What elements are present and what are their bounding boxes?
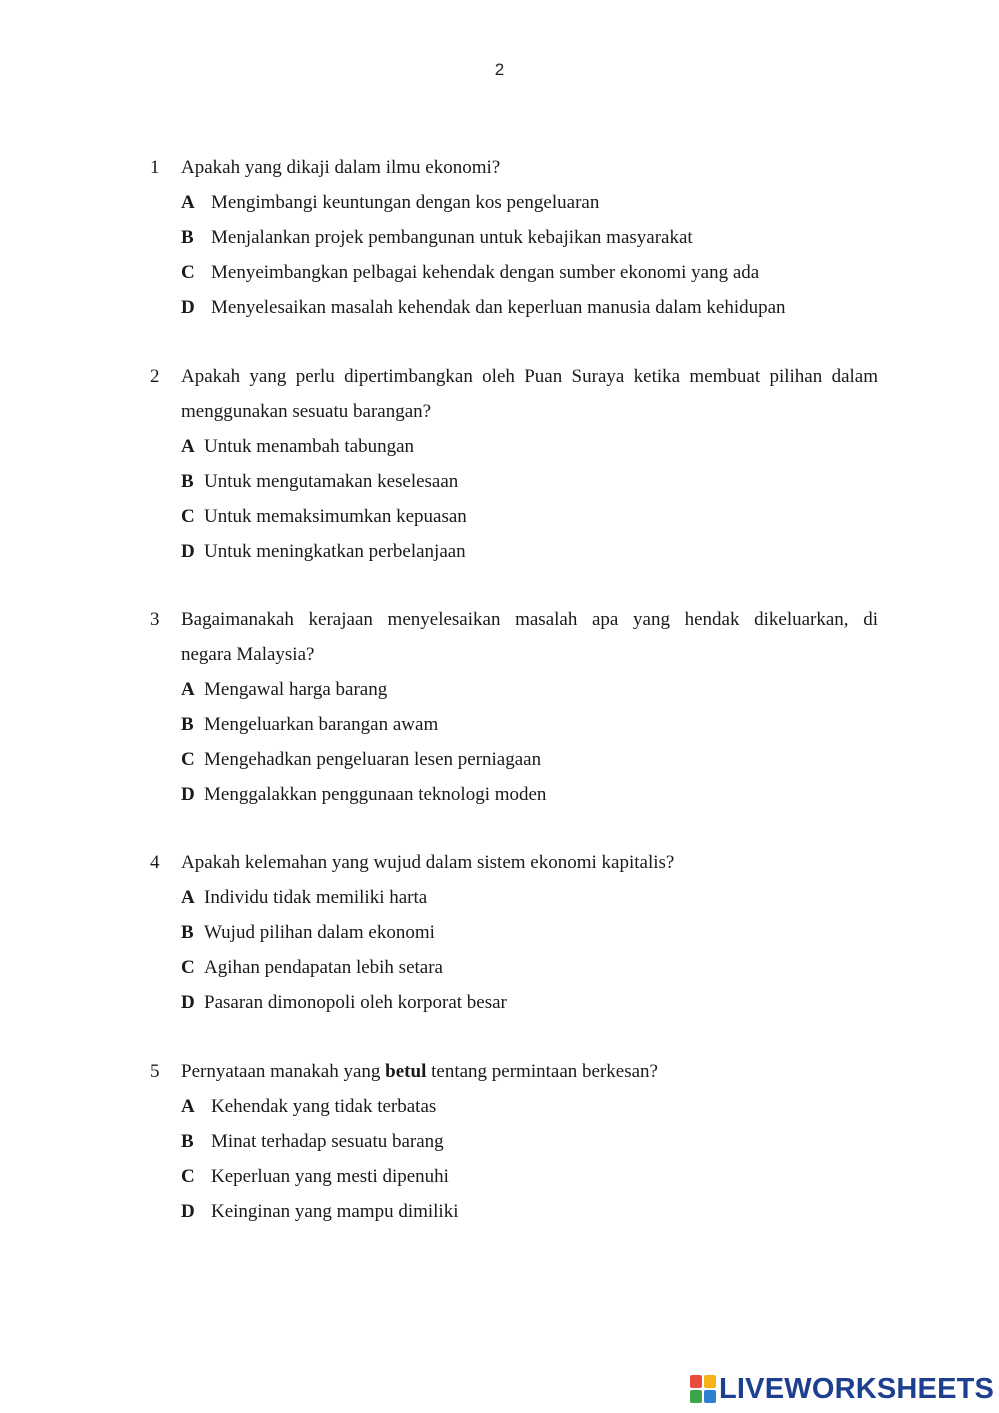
option-letter: A — [181, 436, 195, 457]
question-text: Apakah yang dikaji dalam ilmu ekonomi? — [181, 157, 501, 178]
question-number: 1 — [150, 157, 160, 178]
logo-square-green — [690, 1390, 702, 1403]
question-text — [181, 1062, 878, 1082]
option-letter: B — [181, 922, 194, 943]
question-text: Apakah yang perlu dipertimbangkan oleh Puan Suraya ketika membuat pilihan dalam — [181, 366, 878, 387]
option-letter: C — [181, 506, 195, 527]
logo-square-red — [690, 1375, 702, 1388]
question-number: 2 — [150, 366, 160, 387]
option-text: Mengehadkan pengeluaran lesen perniagaan — [204, 749, 542, 770]
option-letter: A — [181, 192, 195, 213]
question-3 — [150, 610, 880, 820]
option-c[interactable] — [150, 958, 880, 993]
option-text: Individu tidak memiliki harta — [204, 887, 428, 908]
liveworksheets-brand[interactable] — [690, 1373, 994, 1405]
option-d[interactable] — [150, 1202, 880, 1237]
option-text: Minat terhadap sesuatu barang — [211, 1131, 444, 1152]
question-text-continued: negara Malaysia? — [181, 644, 315, 665]
option-c[interactable] — [150, 1167, 880, 1202]
option-b[interactable] — [150, 472, 880, 507]
option-letter: D — [181, 784, 195, 805]
question-text-continued: menggunakan sesuatu barangan? — [181, 401, 432, 422]
option-text: Menggalakkan penggunaan teknologi moden — [204, 784, 547, 805]
option-text: Menyelesaikan masalah kehendak dan keperluan manusia dalam kehidupan — [211, 297, 786, 318]
option-letter: B — [181, 714, 194, 735]
logo-square-blue — [704, 1390, 716, 1403]
brand-name: LIVEWORKSHEETS — [719, 1372, 995, 1405]
option-a[interactable] — [150, 1097, 880, 1132]
question-text-after: tentang permintaan berkesan? — [426, 1061, 658, 1082]
option-letter: B — [181, 227, 194, 248]
option-text: Agihan pendapatan lebih setara — [204, 957, 443, 978]
option-letter: A — [181, 679, 195, 700]
option-letter: B — [181, 1131, 194, 1152]
option-c[interactable] — [150, 263, 880, 298]
option-letter: C — [181, 957, 195, 978]
question-text: Bagaimanakah kerajaan menyelesaikan masalah apa yang hendak dikeluarkan, di — [181, 609, 878, 630]
option-letter: D — [181, 992, 195, 1013]
option-text: Mengeluarkan barangan awam — [204, 714, 439, 735]
option-letter: A — [181, 1096, 195, 1117]
option-letter: C — [181, 262, 195, 283]
option-text: Menjalankan projek pembangunan untuk kebajikan masyarakat — [211, 227, 693, 248]
option-d[interactable] — [150, 993, 880, 1028]
question-stem — [150, 158, 880, 193]
question-5 — [150, 1062, 880, 1237]
option-b[interactable] — [150, 923, 880, 958]
option-a[interactable] — [150, 437, 880, 472]
option-letter: B — [181, 471, 194, 492]
option-a[interactable] — [150, 193, 880, 228]
option-text: Keinginan yang mampu dimiliki — [211, 1201, 459, 1222]
question-number: 5 — [150, 1061, 160, 1082]
option-text: Mengimbangi keuntungan dengan kos pengeluaran — [211, 192, 600, 213]
question-text: Apakah kelemahan yang wujud dalam sistem ekonomi kapitalis? — [181, 852, 675, 873]
option-letter: D — [181, 297, 195, 318]
option-text: Kehendak yang tidak terbatas — [211, 1096, 437, 1117]
question-stem — [150, 367, 880, 402]
option-b[interactable] — [150, 715, 880, 750]
option-text: Menyeimbangkan pelbagai kehendak dengan sumber ekonomi yang ada — [211, 262, 760, 283]
question-1 — [150, 158, 880, 333]
option-d[interactable] — [150, 542, 880, 577]
option-c[interactable] — [150, 507, 880, 542]
option-b[interactable] — [150, 1132, 880, 1167]
option-letter: D — [181, 541, 195, 562]
option-d[interactable] — [150, 298, 880, 333]
option-letter: D — [181, 1201, 195, 1222]
question-2 — [150, 367, 880, 577]
liveworksheets-logo-icon — [690, 1375, 716, 1403]
option-b[interactable] — [150, 228, 880, 263]
option-text: Untuk meningkatkan perbelanjaan — [204, 541, 466, 562]
option-c[interactable] — [150, 750, 880, 785]
option-text: Untuk memaksimumkan kepuasan — [204, 506, 467, 527]
option-text: Mengawal harga barang — [204, 679, 388, 700]
option-text: Untuk menambah tabungan — [204, 436, 415, 457]
option-text: Pasaran dimonopoli oleh korporat besar — [204, 992, 507, 1013]
question-stem — [150, 853, 880, 888]
option-text: Keperluan yang mesti dipenuhi — [211, 1166, 449, 1187]
question-number: 4 — [150, 852, 160, 873]
option-a[interactable] — [150, 680, 880, 715]
question-text-bold: betul — [385, 1061, 427, 1082]
question-stem — [150, 610, 880, 645]
option-letter: A — [181, 887, 195, 908]
option-letter: C — [181, 749, 195, 770]
option-a[interactable] — [150, 888, 880, 923]
option-text: Untuk mengutamakan keselesaan — [204, 471, 459, 492]
question-number: 3 — [150, 609, 160, 630]
question-text-before: Pernyataan manakah yang — [181, 1061, 386, 1082]
page-number: 2 — [494, 60, 505, 79]
question-stem — [150, 1062, 880, 1097]
option-text: Wujud pilihan dalam ekonomi — [204, 922, 435, 943]
option-letter: C — [181, 1166, 195, 1187]
logo-square-yellow — [704, 1375, 716, 1388]
question-4 — [150, 853, 880, 1028]
option-d[interactable] — [150, 785, 880, 820]
